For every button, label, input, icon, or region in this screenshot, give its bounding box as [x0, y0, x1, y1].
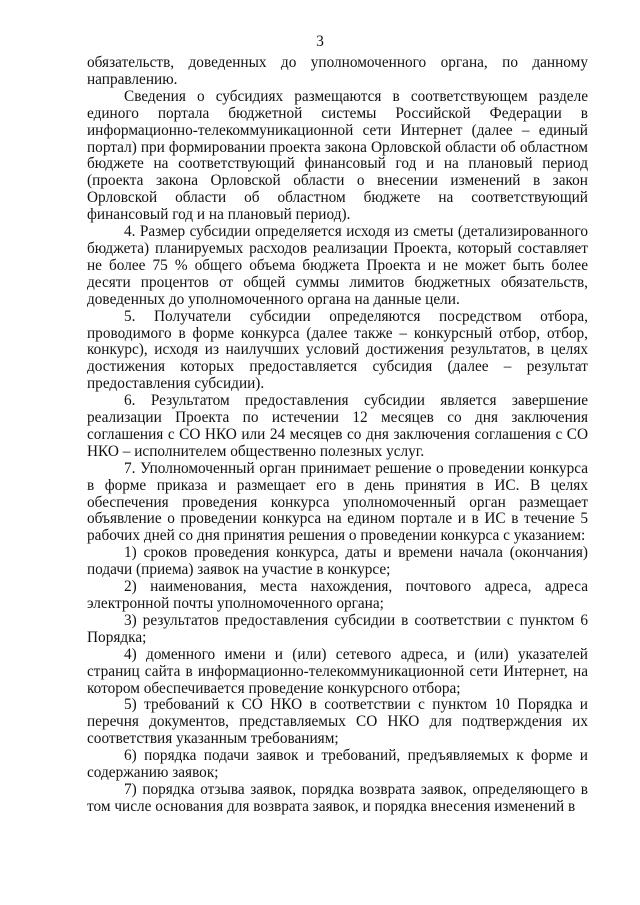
paragraph-continuation: обязательств, доведенных до уполномоченного органа, по данному направлению.	[87, 54, 588, 88]
page-number: 3	[316, 33, 324, 50]
paragraph-subsidy-info: Сведения о субсидиях размещаются в соответствующем разделе единого портала бюджетной системы Российской Федерации в информационно-телекоммуникационной сети Интернет (далее – единый портал) при формировании проекта закона Орловской области об областном бюджете на соответствующий финансовый год и на плановый период (проекта закона Орловской области о внесении изменений в закон Орловской области об областном бюджете на соответствующий финансовый год и на плановый период).	[87, 87, 588, 224]
list-item-3: 3) результатов предоставления субсидии в соответствии с пунктом 6 Порядка;	[87, 611, 588, 646]
list-item-6: 6) порядка подачи заявок и требований, предъявляемых к форме и содержанию заявок;	[87, 747, 588, 782]
list-item-7: 7) порядка отзыва заявок, порядка возврата заявок, определяющего в том числе основания для возврата заявок, и порядка внесения изменений в	[87, 780, 588, 815]
paragraph-item-7: 7. Уполномоченный орган принимает решение о проведении конкурса в форме приказа и размещает его в день принятия в ИС. В целях обеспечения проведения конкурса уполномоченный орган размещает объявление о проведении конкурса на едином портале и в ИС в течение 5 рабочих дней со дня принятия решения о проведении конкурса с указанием:	[87, 459, 588, 545]
list-item-2: 2) наименования, места нахождения, почтового адреса, адреса электронной почты уполномоченного органа;	[87, 578, 588, 612]
document-body	[87, 55, 588, 816]
list-item-4: 4) доменного имени и (или) сетевого адреса, и (или) указателей страниц сайта в информационно-телекоммуникационной сети Интернет, на котором обеспечивается проведение конкурсного отбора;	[87, 645, 588, 697]
paragraph-item-4: 4. Размер субсидии определяется исходя из сметы (детализированного бюджета) планируемых расходов реализации Проекта, который составляет не более 75 % общего объема бюджета Проекта и не может быть более десяти процентов от общей суммы лимитов бюджетных обязательств, доведенных до уполномоченного органа на данные цели.	[87, 223, 588, 308]
paragraph-item-6: 6. Результатом предоставления субсидии является завершение реализации Проекта по истечении 12 месяцев со дня заключения соглашения с СО НКО или 24 месяцев со дня заключения соглашения с СО НКО – исполнителем общественно полезных услуг.	[87, 392, 588, 460]
list-item-5: 5) требований к СО НКО в соответствии с пунктом 10 Порядка и перечня документов, представляемых СО НКО для подтверждения их соответствия указанным требованиям;	[87, 696, 588, 748]
paragraph-item-5: 5. Получатели субсидии определяются посредством отбора, проводимого в форме конкурса (далее также – конкурсный отбор, отбор, конкурс), исходя из наилучших условий достижения результатов, в целях достижения которых предоставляется субсидия (далее – результат предоставления субсидии).	[87, 307, 588, 393]
list-item-1: 1) сроков проведения конкурса, даты и времени начала (окончания) подачи (приема) заявок на участие в конкурсе;	[87, 544, 588, 579]
